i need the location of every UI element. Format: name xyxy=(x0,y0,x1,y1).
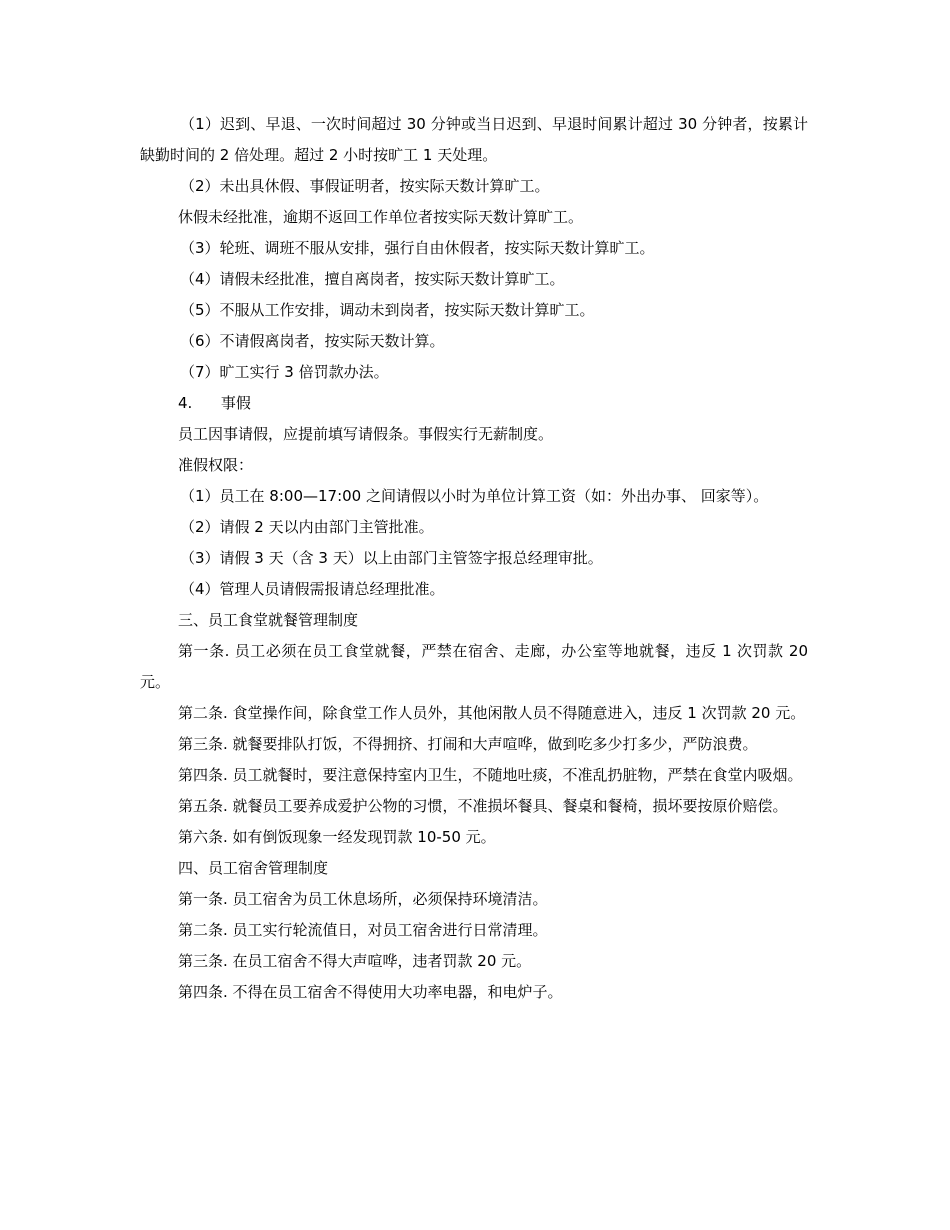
paragraph-11: （1）员工在 8:00—17:00 之间请假以小时为单位计算工资（如：外出办事、 回家等）。 xyxy=(180,487,769,505)
paragraph-24: 第四条. 不得在员工宿舍不得使用大功率电器，和电炉子。 xyxy=(178,983,563,1001)
paragraph-2: （2）未出具休假、事假证明者，按实际天数计算旷工。 xyxy=(180,177,550,195)
paragraph-23: 第三条. 在员工宿舍不得大声喧哗，违者罚款 20 元。 xyxy=(178,952,532,970)
section-heading-4: 4. 事假 xyxy=(178,394,251,412)
paragraph-4: （3）轮班、调班不服从安排，强行自由休假者，按实际天数计算旷工。 xyxy=(180,239,655,257)
paragraph-12: （2）请假 2 天以内由部门主管批准。 xyxy=(180,518,434,536)
paragraph-10: 准假权限： xyxy=(178,456,254,474)
paragraph-16: 第二条. 食堂操作间，除食堂工作人员外，其他闲散人员不得随意进入，违反 1 次罚款 20 元。 xyxy=(178,704,806,722)
paragraph-18: 第四条. 员工就餐时，要注意保持室内卫生，不随地吐痰，不准乱扔脏物，严禁在食堂内吸烟。 xyxy=(178,766,803,784)
paragraph-6: （5）不服从工作安排，调动未到岗者，按实际天数计算旷工。 xyxy=(180,301,595,319)
paragraph-22: 第二条. 员工实行轮流值日，对员工宿舍进行日常清理。 xyxy=(178,921,548,939)
paragraph-1: （1）迟到、早退、一次时间超过 30 分钟或当日迟到、早退时间累计超过 30 分钟者，按累计缺勤时间的 2 倍处理。超过 2 小时按旷工 1 天处理。 xyxy=(140,115,808,164)
paragraph-9: 员工因事请假，应提前填写请假条。事假实行无薪制度。 xyxy=(178,425,554,443)
document-body xyxy=(140,109,808,1008)
paragraph-19: 第五条. 就餐员工要养成爱护公物的习惯，不准损坏餐具、餐桌和餐椅，损坏要按原价赔偿。 xyxy=(178,797,788,815)
paragraph-5: （4）请假未经批准，擅自离岗者，按实际天数计算旷工。 xyxy=(180,270,565,288)
paragraph-7: （6）不请假离岗者，按实际天数计算。 xyxy=(180,332,445,350)
paragraph-8: （7）旷工实行 3 倍罚款办法。 xyxy=(180,363,389,381)
section-heading-4-dorm: 四、员工宿舍管理制度 xyxy=(178,859,329,877)
paragraph-20: 第六条. 如有倒饭现象一经发现罚款 10-50 元。 xyxy=(178,828,496,846)
paragraph-15: 第一条. 员工必须在员工食堂就餐，严禁在宿舍、走廊，办公室等地就餐，违反 1 次罚款 20 元。 xyxy=(140,642,808,691)
paragraph-3: 休假未经批准，逾期不返回工作单位者按实际天数计算旷工。 xyxy=(178,208,584,226)
section-heading-3: 三、员工食堂就餐管理制度 xyxy=(178,611,359,629)
paragraph-14: （4）管理人员请假需报请总经理批准。 xyxy=(180,580,445,598)
paragraph-13: （3）请假 3 天（含 3 天）以上由部门主管签字报总经理审批。 xyxy=(180,549,603,567)
paragraph-21: 第一条. 员工宿舍为员工休息场所，必须保持环境清洁。 xyxy=(178,890,548,908)
paragraph-17: 第三条. 就餐要排队打饭，不得拥挤、打闹和大声喧哗，做到吃多少打多少，严防浪费。 xyxy=(178,735,758,753)
